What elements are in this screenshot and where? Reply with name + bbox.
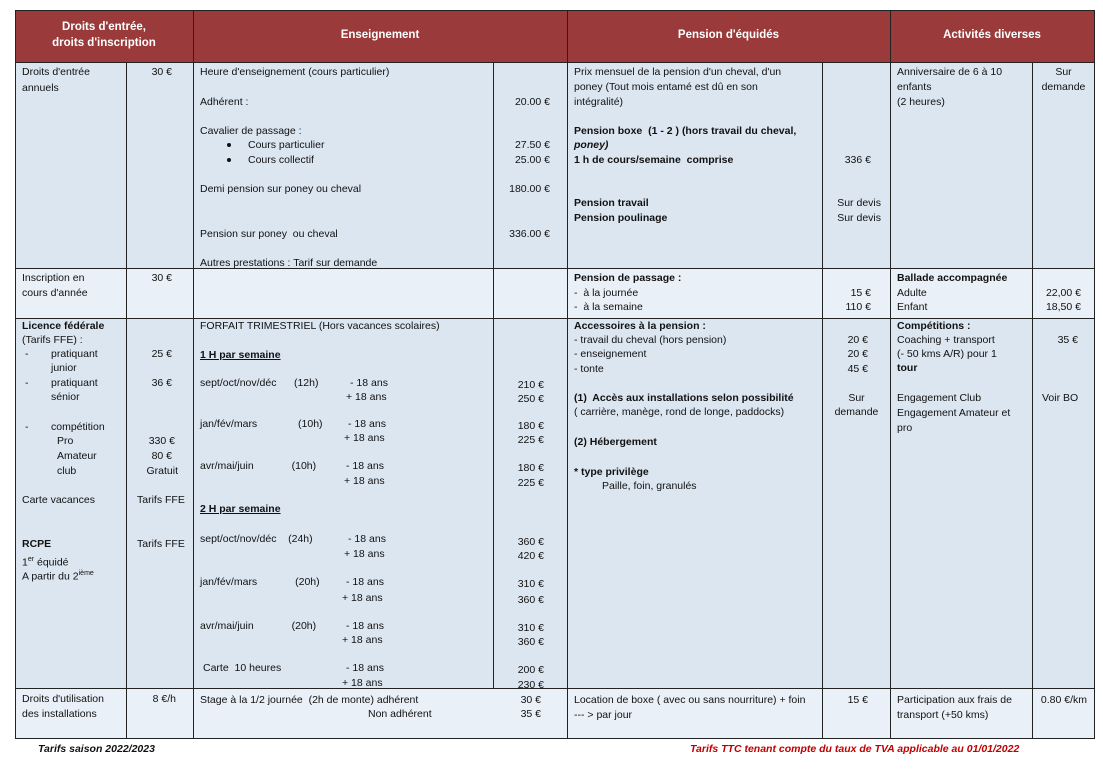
type-privilege: * type privilège <box>574 466 649 478</box>
inscription-label-2: cours d'année <box>22 287 88 299</box>
cours-collectif-price: 25.00 € <box>514 154 550 166</box>
age-plus: + 18 ans <box>346 391 387 403</box>
stage-adherent: Stage à la 1/2 journée (2h de monte) adhérent <box>200 694 419 706</box>
acc-enseignement: - enseignement <box>574 348 647 360</box>
stage-adherent-price: 30 € <box>520 694 541 706</box>
dash: - <box>25 377 29 389</box>
acc-enseignement-price: 20 € <box>847 348 868 360</box>
price: 360 € <box>517 636 544 648</box>
competition-pro-price: 330 € <box>148 435 175 447</box>
engagement-club: Engagement Club <box>897 392 982 404</box>
pratiquant-senior-2: sénior <box>51 391 80 403</box>
droits-utilisation-price: 8 €/h <box>152 693 176 705</box>
age-minus: - 18 ans <box>348 533 386 545</box>
age-plus: + 18 ans <box>342 592 383 604</box>
licence-tarifs: (Tarifs FFE) : <box>22 334 83 346</box>
passage-journee-price: 15 € <box>850 287 871 299</box>
pension-boxe-cours: 1 h de cours/semaine comprise <box>574 154 734 166</box>
period-3: avr/mai/juin (10h) <box>200 460 317 472</box>
engagement-amateur-2: pro <box>897 422 913 434</box>
pension-poulinage-price: Sur devis <box>837 212 881 224</box>
pension-boxe-2: poney) <box>574 139 609 151</box>
acces-price-2: demande <box>834 406 879 418</box>
pension-travail: Pension travail <box>574 197 649 209</box>
competition-pro: Pro <box>57 435 74 447</box>
anniversaire-2: enfants <box>897 81 932 93</box>
competition-amateur-price: 80 € <box>151 450 172 462</box>
autres-prestations: Autres prestations : Tarif sur demande <box>200 257 378 269</box>
pension-passage: Pension de passage : <box>574 272 682 284</box>
engagement-price: Voir BO <box>1042 392 1079 404</box>
period-1: sept/oct/nov/déc (12h) <box>200 377 319 389</box>
coaching-price: 35 € <box>1057 334 1078 346</box>
carte-10-heures: Carte 10 heures <box>203 662 282 674</box>
pension-desc-3: intégralité) <box>574 96 624 108</box>
age-plus: + 18 ans <box>342 677 383 689</box>
dash: - <box>25 421 29 433</box>
droits-entree-label: Droits d'entrée <box>22 66 90 78</box>
droits-utilisation-2: des installations <box>22 708 97 720</box>
age-minus: - 18 ans <box>346 460 384 472</box>
pension-desc-2: poney (Tout mois entamé est dû en son <box>574 81 758 93</box>
ballade-enfant-price: 18,50 € <box>1045 301 1081 313</box>
header-pension: Pension d'équidés <box>677 29 780 41</box>
price: 200 € <box>517 664 544 676</box>
hebergement: (2) Hébergement <box>574 436 657 448</box>
pension-desc-1: Prix mensuel de la pension d'un cheval, d'un <box>574 66 782 78</box>
age-minus: - 18 ans <box>350 377 388 389</box>
header-enseignement: Enseignement <box>340 29 420 41</box>
location-boxe-2: --- > par jour <box>574 709 633 721</box>
pension-poney: Pension sur poney ou cheval <box>200 228 338 240</box>
droits-entree-price: 30 € <box>151 66 172 78</box>
tonte: - tonte <box>574 363 604 375</box>
tonte-price: 45 € <box>847 363 868 375</box>
passage-semaine: - à la semaine <box>574 301 643 313</box>
pension-poney-price: 336.00 € <box>509 228 550 240</box>
rcpe-price: Tarifs FFE <box>137 538 185 550</box>
price: 310 € <box>517 578 544 590</box>
age-plus: + 18 ans <box>344 548 385 560</box>
carte-vacances: Carte vacances <box>22 494 95 506</box>
junior-price: 25 € <box>151 348 172 360</box>
acces-price-1: Sur <box>848 392 865 404</box>
price: 360 € <box>517 594 544 606</box>
coaching-3: tour <box>897 362 918 374</box>
paille-foin: Paille, foin, granulés <box>602 480 697 492</box>
droits-utilisation: Droits d'utilisation <box>22 693 104 705</box>
pension-boxe: Pension boxe (1 - 2 ) (hors travail du cheval, <box>574 125 797 137</box>
anniversaire-1: Anniversaire de 6 à 10 <box>897 66 1003 78</box>
stage-non-adherent-price: 35 € <box>520 708 541 720</box>
anniversaire-price-2: demande <box>1041 81 1086 93</box>
passage-journee: - à la journée <box>574 287 639 299</box>
location-boxe: Location de boxe ( avec ou sans nourriture) + foin <box>574 694 806 706</box>
price: 420 € <box>517 550 544 562</box>
licence-federale: Licence fédérale <box>22 320 105 332</box>
inscription-label: Inscription en <box>22 272 85 284</box>
age-plus: + 18 ans <box>344 432 385 444</box>
pension-boxe-price: 336 € <box>844 154 871 166</box>
footer-tva: Tarifs TTC tenant compte du taux de TVA applicable au 01/01/2022 <box>690 743 1020 755</box>
forfait-trimestriel: FORFAIT TRIMESTRIEL (Hors vacances scolaires) <box>200 320 440 332</box>
stage-non-adherent: Non adhérent <box>368 708 432 720</box>
dash: - <box>25 348 29 360</box>
passage-semaine-price: 110 € <box>845 301 871 313</box>
engagement-amateur: Engagement Amateur et <box>897 407 1011 419</box>
cours-particulier: Cours particulier <box>248 139 325 151</box>
ballade-enfant: Enfant <box>897 301 928 313</box>
price: 210 € <box>517 379 544 391</box>
participation-frais: Participation aux frais de <box>897 694 1012 706</box>
header-col1-line2: droits d'inscription <box>52 37 156 49</box>
cours-particulier-price: 27.50 € <box>514 139 550 151</box>
competitions: Compétitions : <box>897 320 971 332</box>
inscription-price: 30 € <box>151 272 172 284</box>
age-minus: - 18 ans <box>346 576 384 588</box>
ballade-adulte-price: 22,00 € <box>1045 287 1081 299</box>
header-activites: Activités diverses <box>943 29 1041 41</box>
age-plus: + 18 ans <box>344 475 385 487</box>
rcpe: RCPE <box>22 538 52 550</box>
enseignement-cavalier: Cavalier de passage : <box>200 125 302 137</box>
location-boxe-price: 15 € <box>847 694 868 706</box>
bullet-icon <box>227 143 231 147</box>
price: 250 € <box>517 393 544 405</box>
participation-price: 0.80 €/km <box>1040 694 1087 706</box>
demi-pension-price: 180.00 € <box>509 183 550 195</box>
accessoires: Accessoires à la pension : <box>574 320 706 332</box>
price: 180 € <box>517 462 544 474</box>
period-5: jan/fév/mars (20h) <box>200 576 320 588</box>
coaching: Coaching + transport <box>897 334 995 346</box>
footer-saison: Tarifs saison 2022/2023 <box>38 743 155 755</box>
competition-club-price: Gratuit <box>146 465 178 477</box>
competition: compétition <box>51 421 105 433</box>
pratiquant-junior-2: junior <box>51 362 77 374</box>
participation-frais-2: transport (+50 kms) <box>897 709 989 721</box>
price: 310 € <box>517 622 544 634</box>
acces-installations: (1) Accès aux installations selon possibilité <box>574 392 794 404</box>
enseignement-heure: Heure d'enseignement (cours particulier) <box>200 66 390 78</box>
price: 225 € <box>517 477 544 489</box>
cours-collectif: Cours collectif <box>248 154 314 166</box>
period-4: sept/oct/nov/déc (24h) <box>200 533 313 545</box>
pension-travail-price: Sur devis <box>837 197 881 209</box>
travail-cheval-price: 20 € <box>847 334 868 346</box>
age-minus: - 18 ans <box>346 662 384 674</box>
price: 360 € <box>517 536 544 548</box>
competition-amateur: Amateur <box>57 450 97 462</box>
anniversaire-3: (2 heures) <box>897 96 945 108</box>
heading-2h: 2 H par semaine <box>200 503 281 515</box>
price: 180 € <box>517 420 544 432</box>
period-6: avr/mai/juin (20h) <box>200 620 317 632</box>
pratiquant-senior-1: pratiquant <box>51 377 98 389</box>
age-minus: - 18 ans <box>346 620 384 632</box>
ballade: Ballade accompagnée <box>897 272 1008 284</box>
header-col1-line1: Droits d'entrée, <box>62 21 146 33</box>
heading-1h: 1 H par semaine <box>200 349 281 361</box>
age-minus: - 18 ans <box>348 418 386 430</box>
bullet-icon <box>227 158 231 162</box>
period-2: jan/fév/mars (10h) <box>200 418 323 430</box>
rcpe-2eme: A partir du 2ième <box>22 570 94 583</box>
age-plus: + 18 ans <box>342 634 383 646</box>
travail-cheval: - travail du cheval (hors pension) <box>574 334 727 346</box>
anniversaire-price-1: Sur <box>1055 66 1072 78</box>
pension-poulinage: Pension poulinage <box>574 212 668 224</box>
ballade-adulte: Adulte <box>897 287 927 299</box>
competition-club: club <box>57 465 77 477</box>
price: 230 € <box>517 679 544 691</box>
coaching-2: (- 50 kms A/R) pour 1 <box>897 348 997 360</box>
senior-price: 36 € <box>151 377 172 389</box>
rcpe-1er: 1er équidé <box>22 556 69 569</box>
demi-pension: Demi pension sur poney ou cheval <box>200 183 362 195</box>
enseignement-adherent: Adhérent : <box>200 96 249 108</box>
droits-entree-label-2: annuels <box>22 82 59 94</box>
pratiquant-junior-1: pratiquant <box>51 348 98 360</box>
acces-installations-2: ( carrière, manège, rond de longe, paddocks) <box>574 406 785 418</box>
price: 225 € <box>517 434 544 446</box>
carte-vacances-price: Tarifs FFE <box>137 494 185 506</box>
enseignement-adherent-price: 20.00 € <box>514 96 550 108</box>
